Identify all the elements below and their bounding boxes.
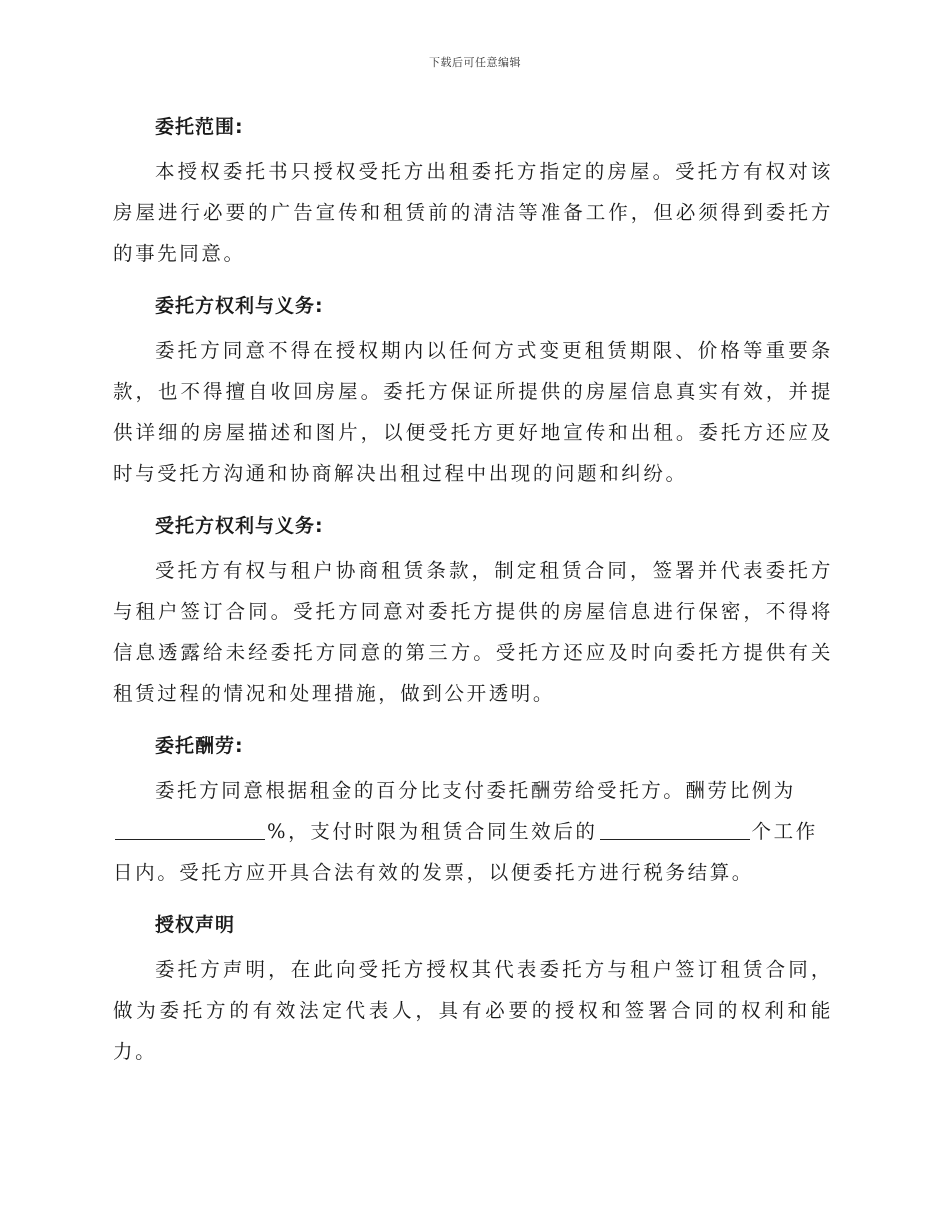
days-blank <box>600 817 750 840</box>
remuneration-text-4: 日内。受托方应开具合法有效的发票，以便委托方进行税务结算。 <box>113 861 754 884</box>
section-heading-declaration: 授权声明 <box>155 914 236 936</box>
percentage-blank <box>115 817 265 840</box>
section-heading-remuneration: 委托酬劳: <box>155 735 244 757</box>
section-paragraph-scope: 本授权委托书只授权受托方出租委托方指定的房屋。受托方有权对该房屋进行必要的广告宣传和租赁前的清洁等准备工作，但必须得到委托方的事先同意。 <box>113 160 833 265</box>
document-body <box>113 103 833 1080</box>
remuneration-fill-line <box>113 811 833 852</box>
section-heading-agent-rights: 受托方权利与义务: <box>155 515 324 537</box>
section-paragraph-principal-rights: 委托方同意不得在授权期内以任何方式变更租赁期限、价格等重要条款，也不得擅自收回房屋。委托方保证所提供的房屋信息真实有效，并提供详细的房屋描述和图片，以便受托方更好地宣传和出租。委托方还应及时与受托方沟通和协商解决出租过程中出现的问题和纠纷。 <box>113 339 833 485</box>
header-note: 下载后可任意编辑 <box>429 56 521 69</box>
section-heading-scope: 委托范围: <box>155 116 244 138</box>
section-paragraph-agent-rights: 受托方有权与租户协商租赁条款，制定租赁合同，签署并代表委托方与租户签订合同。受托方同意对委托方提供的房屋信息进行保密，不得将信息透露给未经委托方同意的第三方。受托方还应及时向委托方提供有关租赁过程的情况和处理措施，做到公开透明。 <box>113 559 833 705</box>
remuneration-text-3: 个工作 <box>751 820 818 843</box>
remuneration-text-2: %，支付时限为租赁合同生效后的 <box>267 820 598 843</box>
section-paragraph-remuneration <box>113 770 833 893</box>
section-paragraph-declaration: 委托方声明，在此向受托方授权其代表委托方与租户签订租赁合同，做为委托方的有效法定代表人，具有必要的授权和签署合同的权利和能力。 <box>113 958 833 1063</box>
remuneration-text-1: 委托方同意根据租金的百分比支付委托酬劳给受托方。酬劳比例为 <box>155 779 796 802</box>
section-heading-principal-rights: 委托方权利与义务: <box>155 295 324 317</box>
